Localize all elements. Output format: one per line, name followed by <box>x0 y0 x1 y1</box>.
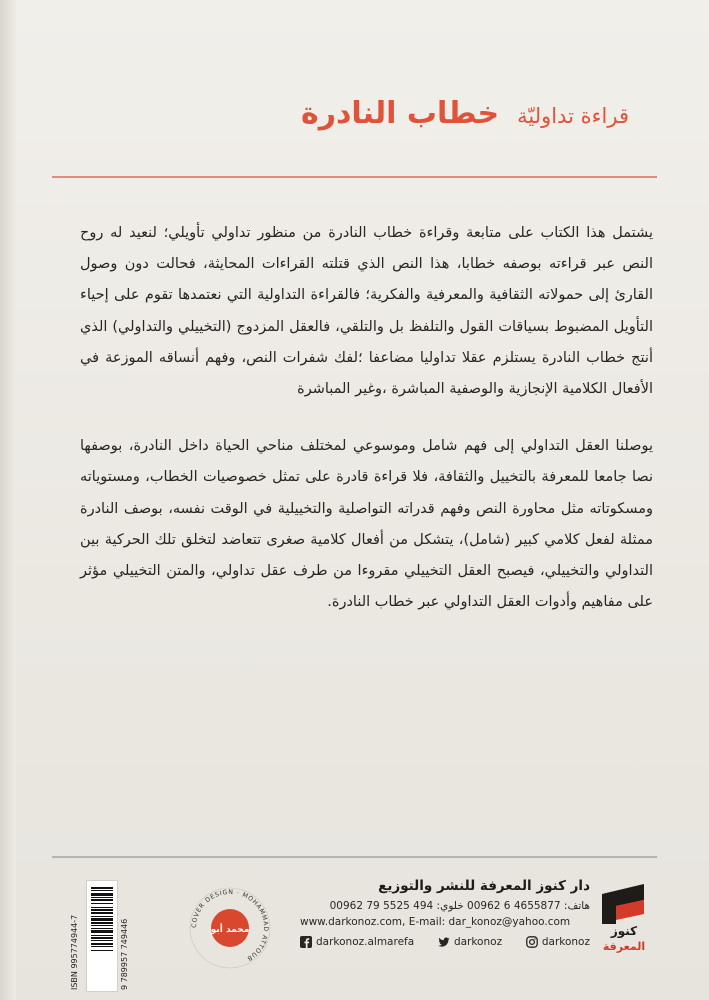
cover-header <box>301 96 629 146</box>
barcode-bar <box>91 918 113 921</box>
barcode-bar <box>91 912 113 914</box>
cover-design-seal <box>188 886 272 970</box>
barcode-icon <box>87 881 117 991</box>
barcode-bar <box>91 907 113 908</box>
barcode-bar <box>91 893 113 896</box>
twitter-handle: darkonoz <box>453 936 503 948</box>
designer-signature: محمد أبو <box>210 925 250 935</box>
logo-wordmark-top: كنوز <box>610 924 638 938</box>
publisher-web-email: www.darkonoz.com, E-mail: dar_konoz@yahoo.com <box>300 916 571 928</box>
barcode-bar <box>91 940 113 941</box>
barcode-bar <box>91 890 113 891</box>
barcode-bar <box>91 925 113 926</box>
publisher-name: دار كنوز المعرفة للنشر والتوزيع <box>378 878 590 894</box>
cover-design-credit: COVER DESIGN · MOHAMMAD ATTOUB <box>190 888 270 963</box>
barcode-bar <box>91 897 113 898</box>
barcode-bar <box>91 943 113 945</box>
isbn-barcode <box>86 880 118 992</box>
facebook-link <box>300 936 414 948</box>
facebook-handle: darkonoz.almarefa <box>316 936 415 948</box>
barcode-bar <box>91 930 113 933</box>
book-title: خطاب النادرة <box>301 96 500 131</box>
book-subtitle: قراءة تداوليّة <box>517 104 629 128</box>
spine-fold <box>0 0 16 1000</box>
blurb-paragraph-1: يشتمل هذا الكتاب على متابعة وقراءة خطاب النادرة من منظور تداولي تأويلي؛ لنعيد له روح النص عبر قراءته بوصفه خطابا، هذا النص الذي قتلته القراءات المحايثة، فحالت دون وصول القارئ إلى حمولاته الثقافية والمعرفية والفكرية؛ فالقراءة التداولية التي نعتمدها تقوم على إحياء التأويل المضبوط بسياقات القول والتلفظ بل والتلقي، فالعقل المزدوج (التخييلي والتداولي) الذي أنتج خطاب النادرة يستلزم عقلا تداوليا مضاعفا ؛لفك شفرات النص، وفهم أنساقه الموزعة في الأفعال الكلامية الإنجازية والوصفية المباشرة ،وغير المباشرة <box>80 225 653 398</box>
isbn-label: ISBN 995774944-7 <box>70 914 79 990</box>
instagram-icon <box>526 936 538 948</box>
blurb-paragraph-2: يوصلنا العقل التداولي إلى فهم شامل وموسوعي لمختلف مناحي الحياة داخل النادرة، بوصفها نصا جامعا للمعرفة بالتخييل والثقافة، فلا قراءة قادرة على تمثل خصوصيات الخطاب، ومستوياته ومسكوتاته مثل محاورة النص وفهم قدراته التواصلية والتخييلية في الوقت نفسه، بوصف النادرة ممثلة لفعل كلامي كبير (شامل)، يتشكل من أفعال كلامية صغرى تتعاضد لتخلق تلك الحركية بين التداولي والتخييلي، فيصبح العقل التخييلي مقروءا من طرف عقل تداولي، والمتن التخييلي مؤثر على مفاهيم وأدوات العقل التداولي عبر خطاب النادرة. <box>80 438 653 611</box>
publisher-phones: هاتف: 4655877 6 00962 خلوي: 494 5525 79 00962 <box>329 900 590 912</box>
barcode-bar <box>91 899 113 901</box>
instagram-link <box>526 936 590 948</box>
barcode-bar <box>91 928 113 929</box>
twitter-link <box>438 936 502 948</box>
barcode-bar <box>91 887 113 889</box>
barcode-bar <box>91 903 113 904</box>
barcode-bar <box>91 946 113 947</box>
barcode-bar <box>91 935 113 936</box>
barcode-bar <box>91 909 113 911</box>
footer-divider <box>52 856 657 858</box>
blurb-text <box>80 218 653 618</box>
barcode-bar <box>91 916 113 917</box>
publisher-info <box>300 878 590 948</box>
header-divider <box>52 176 657 178</box>
facebook-icon <box>300 936 312 948</box>
barcode-bar <box>91 950 113 951</box>
barcode-bar <box>91 937 113 939</box>
barcode-bar <box>91 922 113 924</box>
isbn-number: 9 789957 749446 <box>120 918 129 990</box>
instagram-handle: darkonoz <box>541 936 590 948</box>
twitter-icon <box>438 936 450 948</box>
social-links <box>300 936 590 948</box>
logo-wordmark-bottom: المعرفة <box>602 940 646 953</box>
